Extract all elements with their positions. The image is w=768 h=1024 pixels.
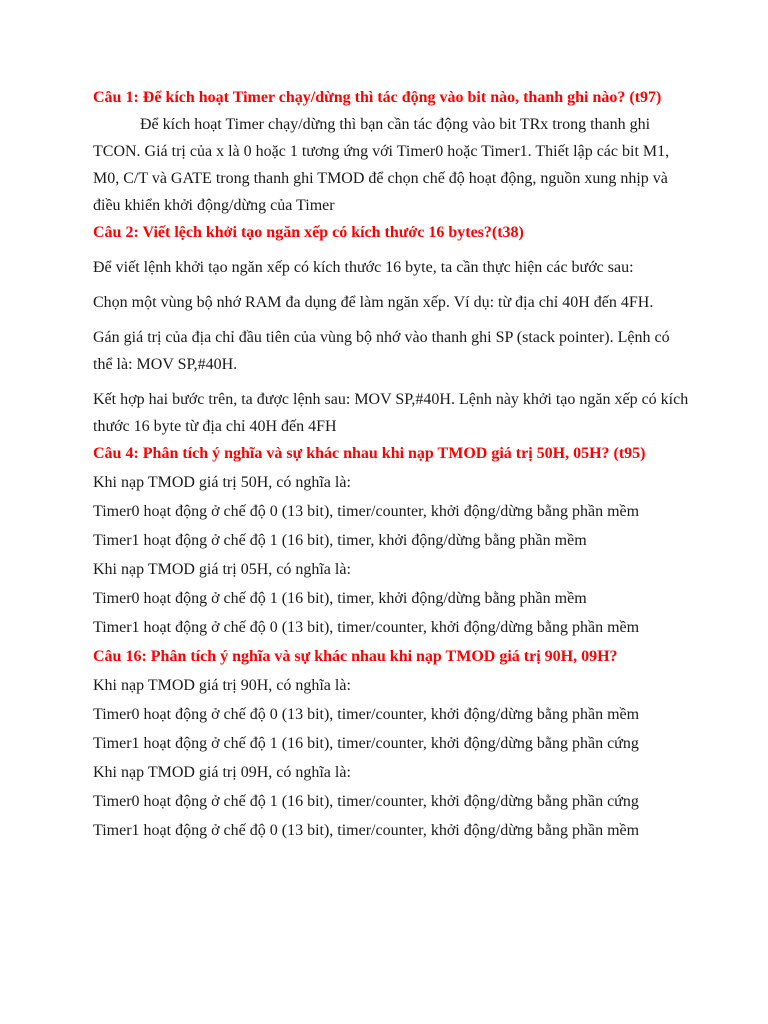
question-4-line: Timer0 hoạt động ở chế độ 1 (16 bit), timer, khởi động/dừng bằng phần mềm xyxy=(93,590,587,607)
question-16-line: Timer0 hoạt động ở chế độ 0 (13 bit), timer/counter, khởi động/dừng bằng phần mềm xyxy=(93,706,640,723)
question-16-line: Timer1 hoạt động ở chế độ 1 (16 bit), timer/counter, khởi động/dừng bằng phần cứng xyxy=(93,735,639,752)
document-page xyxy=(93,84,693,844)
question-16-line: Khi nạp TMOD giá trị 09H, có nghĩa là: xyxy=(93,764,351,781)
question-2-paragraph: Chọn một vùng bộ nhớ RAM đa dụng để làm ngăn xếp. Ví dụ: từ địa chỉ 40H đến 4FH. xyxy=(93,294,654,311)
question-2-paragraph: Gán giá trị của địa chỉ đầu tiên của vùng bộ nhớ vào thanh ghi SP (stack pointer). Lệnh có thể là: MOV SP,#40H. xyxy=(93,329,670,373)
question-4-line: Timer0 hoạt động ở chế độ 0 (13 bit), timer/counter, khởi động/dừng bằng phần mềm xyxy=(93,503,640,520)
question-4-line: Khi nạp TMOD giá trị 05H, có nghĩa là: xyxy=(93,561,351,578)
question-16-line: Khi nạp TMOD giá trị 90H, có nghĩa là: xyxy=(93,677,351,694)
question-2-heading: Câu 2: Viết lệch khởi tạo ngăn xếp có kích thước 16 bytes?(t38) xyxy=(93,224,524,241)
question-16-line: Timer1 hoạt động ở chế độ 0 (13 bit), timer/counter, khởi động/dừng bằng phần mềm xyxy=(93,822,640,839)
question-4-line: Khi nạp TMOD giá trị 50H, có nghĩa là: xyxy=(93,474,351,491)
question-16-heading: Câu 16: Phân tích ý nghĩa và sự khác nhau khi nạp TMOD giá trị 90H, 09H? xyxy=(93,648,618,665)
question-2-paragraph: Để viết lệnh khởi tạo ngăn xếp có kích thước 16 byte, ta cần thực hiện các bước sau: xyxy=(93,259,634,276)
question-2-paragraph: Kết hợp hai bước trên, ta được lệnh sau: MOV SP,#40H. Lệnh này khởi tạo ngăn xếp có kích thước 16 byte từ địa chỉ 40H đến 4FH xyxy=(93,391,689,435)
question-4-line: Timer1 hoạt động ở chế độ 1 (16 bit), timer, khởi động/dừng bằng phần mềm xyxy=(93,532,587,549)
question-1-heading: Câu 1: Để kích hoạt Timer chạy/dừng thì tác động vào bit nào, thanh ghi nào? (t97) xyxy=(93,89,662,106)
question-1-answer: Để kích hoạt Timer chạy/dừng thì bạn cần tác động vào bit TRx trong thanh ghi TCON. Giá trị của x là 0 hoặc 1 tương ứng với Timer0 hoặc Timer1. Thiết lập các bit M1, M0, C/T và GATE trong thanh ghi TMOD để chọn chế độ hoạt động, nguồn xung nhịp và điều khiển khởi động/dừng của Timer xyxy=(93,116,670,214)
question-4-heading: Câu 4: Phân tích ý nghĩa và sự khác nhau khi nạp TMOD giá trị 50H, 05H? (t95) xyxy=(93,445,646,462)
question-16-line: Timer0 hoạt động ở chế độ 1 (16 bit), timer/counter, khởi động/dừng bằng phần cứng xyxy=(93,793,639,810)
question-4-line: Timer1 hoạt động ở chế độ 0 (13 bit), timer/counter, khởi động/dừng bằng phần mềm xyxy=(93,619,640,636)
